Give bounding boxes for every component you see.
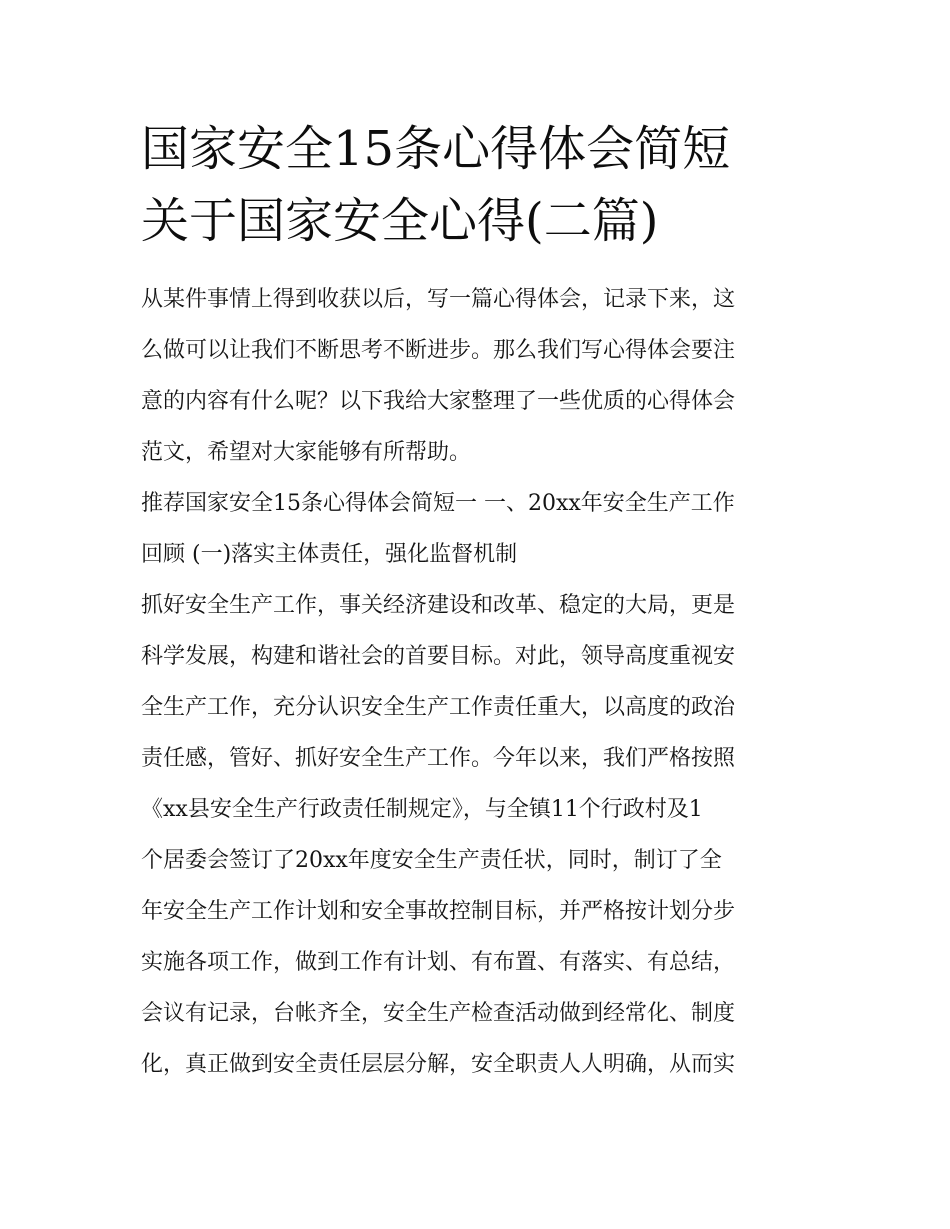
body-line: 化，真正做到安全责任层层分解，安全职责人人明确，从而实 [141, 1052, 736, 1077]
title-line-1: 国家安全15条心得体会简短 [141, 121, 731, 177]
body-line: 科学发展，构建和谐社会的首要目标。对此，领导高度重视安 [141, 644, 736, 669]
body-line: 抓好安全生产工作，事关经济建设和改革、稳定的大局，更是 [141, 593, 736, 618]
body-line: 全生产工作，充分认识安全生产工作责任重大，以高度的政治 [141, 695, 736, 720]
body-line: 范文，希望对大家能够有所帮助。 [141, 440, 472, 465]
document-body [141, 274, 813, 1090]
body-line: 么做可以让我们不断思考不断进步。那么我们写心得体会要注 [141, 338, 736, 363]
body-line: 年安全生产工作计划和安全事故控制目标，并严格按计划分步 [141, 899, 736, 924]
body-line: 会议有记录，台帐齐全，安全生产检查活动做到经常化、制度 [141, 1001, 736, 1026]
document-title [141, 113, 841, 257]
title-line-2: 关于国家安全心得(二篇) [141, 193, 659, 249]
body-line: 个居委会签订了20xx年度安全生产责任状，同时，制订了全 [141, 848, 722, 873]
body-line: 回顾 (一)落实主体责任，强化监督机制 [141, 542, 518, 567]
body-line: 责任感，管好、抓好安全生产工作。今年以来，我们严格按照 [141, 746, 736, 771]
body-line: 实施各项工作，做到工作有计划、有布置、有落实、有总结， [141, 950, 736, 975]
body-line: 从某件事情上得到收获以后，写一篇心得体会，记录下来，这 [141, 287, 736, 312]
body-line: 意的内容有什么呢？以下我给大家整理了一些优质的心得体会 [141, 389, 736, 414]
body-line: 《xx县安全生产行政责任制规定》，与全镇11个行政村及1 [141, 797, 703, 822]
body-line: 推荐国家安全15条心得体会简短一 一、20xx年安全生产工作 [141, 491, 735, 516]
